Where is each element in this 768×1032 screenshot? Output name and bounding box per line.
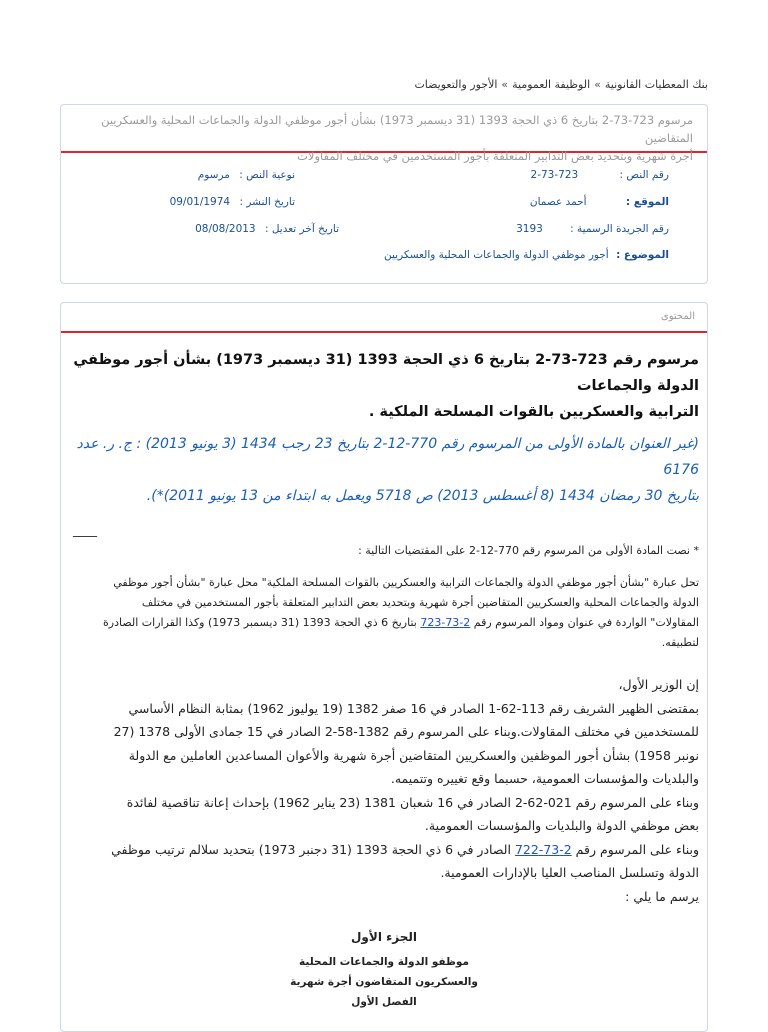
part-title: الجزء الأول [351, 930, 417, 944]
metadata-title [61, 105, 707, 163]
content-body [69, 347, 699, 1012]
minister-line: إن الوزير الأول، [618, 677, 699, 692]
content-header: المحتوى [660, 311, 695, 322]
breadcrumb [58, 78, 708, 91]
paragraph-line: تحل عبارة "بشأن أجور موظفي الدولة والجماعات الترابية والعسكريين بالقوات المسلحة الملكية" محل عبارة "بشأن أجور موظفي [113, 576, 699, 589]
metadata-grid [61, 153, 707, 283]
preamble-line: للمستخدمين في مختلف المقاولات.وبناء على المرسوم رقم 1382-58-2 الصادر في 15 جمادى الأولى 1378 (27 [113, 724, 699, 739]
breadcrumb-separator: » [594, 78, 601, 91]
preamble [69, 697, 699, 909]
decree-title-line: الترابية والعسكريين بالقوات المسلحة الملكية . [368, 404, 699, 420]
decree-title-line: مرسوم رقم 723-73-2 بتاريخ 6 ذي الحجة 1393 (31 ديسمبر 1973) بشأن أجور موظفي الدولة والجماعات [73, 352, 699, 394]
content-card [60, 302, 708, 1032]
paragraph-line: بتاريخ 6 ذي الحجة 1393 (31 ديسمبر 1973) وكذا القرارات الصادرة [103, 616, 417, 629]
field-label: الموقع : [625, 196, 669, 208]
breadcrumb-item-civil-service[interactable]: الوظيفة العمومية [512, 78, 591, 91]
field-label: الموضوع : [616, 249, 669, 261]
preamble-line: يرسم ما يلي : [625, 888, 699, 904]
text-metadata-card [60, 104, 708, 284]
decree-link-722[interactable]: 2-73-722 [514, 841, 572, 857]
preamble-line: وبناء على المرسوم رقم 021-62-2 الصادر في 16 شعبان 1381 (23 يناير 1962) بإحداث إعانة تناقصية لفائدة [126, 794, 699, 810]
field-text-number [531, 169, 670, 181]
preamble-line: وبناء على المرسوم رقم [575, 841, 699, 857]
breadcrumb-item-database[interactable]: بنك المعطيات القانونية [604, 78, 708, 91]
paragraph-line: الدولة والجماعات المحلية والعسكريين المتقاضين أجرة شهرية وبتحديد بعض التدابير المتعلقة بأجور المستخدمين في مختلف [141, 596, 699, 609]
amendment-note-line: بتاريخ 30 رمضان 1434 (8 أغسطس 2013) ص 5718 ويعمل به ابتداء من 13 يونيو 2011)*). [146, 488, 699, 504]
breadcrumb-separator: » [501, 78, 509, 91]
amendment-note [69, 431, 699, 509]
preamble-line: والبلديات والمؤسسات العمومية، حسبما وقع تغييره وتتميمه. [390, 771, 699, 786]
field-label: رقم الجريدة الرسمية : [570, 223, 669, 235]
amendment-note-line: (غير العنوان بالمادة الأولى من المرسوم رقم 770-12-2 بتاريخ 23 رجب 1434 (3 يونيو 2013) : ج. ر. عدد 6176 [76, 436, 699, 478]
decree-title [69, 347, 699, 425]
field-value: مرسوم [197, 169, 230, 181]
field-publish-date [170, 196, 295, 208]
chapter-title: الفصل الأول [351, 996, 417, 1008]
field-label: تاريخ النشر : [239, 196, 295, 208]
field-value: 08/08/2013 [195, 223, 256, 235]
separator-dash: ____ [73, 523, 97, 537]
section-title: موظفو الدولة والجماعات المحلية [299, 956, 469, 968]
field-last-edit [195, 223, 339, 235]
paragraph-line: لتطبيقه. [661, 636, 699, 649]
field-value: 3193 [516, 223, 543, 235]
replacement-paragraph [69, 573, 699, 653]
preamble-line: الدولة وتسلسل المناصب العليا بالإدارات العمومية. [440, 865, 699, 880]
field-signatory [530, 196, 669, 208]
preamble-line: نونبر 1958) بشأن أجور الموظفين والعسكريين المتقاضين أجرة شهرية والأعوان المساعدين العاملين مع الدولة [128, 747, 699, 763]
field-value: 723-73-2 [530, 169, 579, 181]
section-title: والعسكريون المتقاضون أجرة شهرية [290, 976, 478, 988]
field-gazette-number [516, 223, 669, 235]
field-label: رقم النص : [619, 169, 669, 181]
metadata-title-line: مرسوم 723-73-2 بتاريخ 6 ذي الحجة 1393 (31 ديسمبر 1973) بشأن أجور موظفي الدولة والجماعات المحلية والعسكريين المتقاضين [101, 113, 693, 145]
field-value: 09/01/1974 [169, 196, 231, 208]
star-note: * نصت المادة الأولى من المرسوم رقم 770-12-2 على المقتضيات التالية : [358, 544, 699, 557]
field-label: نوعية النص : [239, 169, 295, 181]
breadcrumb-item-salaries[interactable]: الأجور والتعويضات [414, 78, 498, 91]
field-subject [384, 249, 669, 261]
field-value: أحمد عصمان [529, 196, 587, 208]
field-text-type [198, 169, 295, 181]
section-titles [69, 952, 699, 1012]
preamble-line: بعض موظفي الدولة والبلديات والمؤسسات العمومية. [424, 818, 699, 833]
field-value[interactable]: أجور موظفي الدولة والجماعات المحلية والعسكريين [384, 249, 609, 261]
preamble-line: الصادر في 6 ذي الحجة 1393 (31 دجنبر 1973) بتحديد سلالم ترتيب موظفي [111, 841, 511, 857]
red-divider [61, 331, 707, 333]
preamble-line: بمقتضى الظهير الشريف رقم 113-62-1 الصادر في 16 صفر 1382 (19 يوليوز 1962) بمثابة النظام الأساسي [128, 700, 699, 716]
metadata-title-line: أجرة شهرية وبتحديد بعض التدابير المتعلقة بأجور المستخدمين في مختلف المقاولات [297, 149, 693, 163]
decree-link-723[interactable]: 2-73-723 [420, 616, 471, 629]
field-label: تاريخ آخر تعديل : [264, 223, 339, 235]
paragraph-line: المقاولات" الواردة في عنوان ومواد المرسوم رقم [473, 616, 699, 629]
